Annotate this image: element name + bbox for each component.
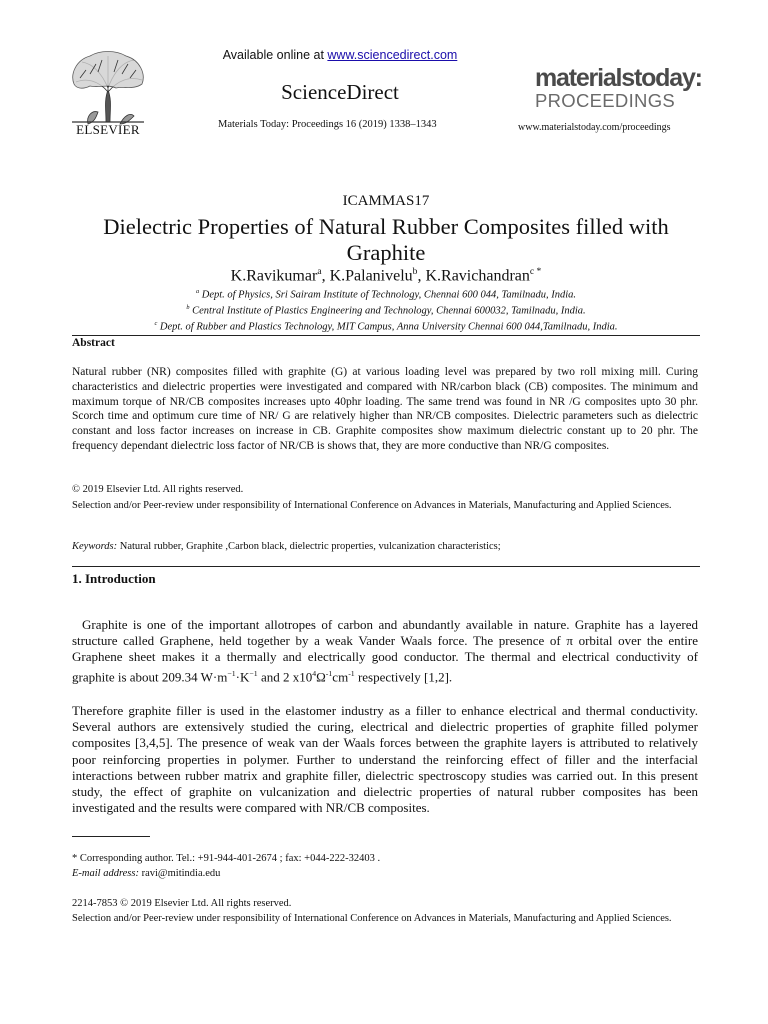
brand-top: materialstoday: <box>535 64 702 92</box>
divider <box>72 566 700 567</box>
affiliation-text: Dept. of Rubber and Plastics Technology, MIT Campus, Anna University Chennai 600 044,Tamilnadu, India. <box>159 321 618 333</box>
abstract-heading: Abstract <box>72 337 115 349</box>
author-name: K.Palanivelu <box>329 267 413 285</box>
affiliation-sup: a <box>195 288 200 295</box>
affiliation-sup: c <box>154 320 158 327</box>
author-name: K.Ravichandran <box>425 267 530 285</box>
sciencedirect-link[interactable]: www.sciencedirect.com <box>327 48 458 62</box>
intro-paragraph-1 <box>72 617 698 685</box>
available-prefix: Available online at <box>222 48 328 62</box>
intro-paragraph-2: Therefore graphite filler is used in the elastomer industry as a filler to enhance electrical and thermal conductivity. Several authors are extensively studied the curing, electrical and dielectric properties of graphite filled polymer composites [3,4,5]. The presence of weak van der Waals forces between the graphite layers is attributed to relatively poor reinforcing properties in polymer. Further to understand the reinforcing effect of filler and the interfacial interactions between rubber matrix and graphite filler, dielectric spectroscopy studies was carried out. In this present study, the effect of graphite on vulcanization and dielectric properties of natural rubber composites has been investigated and the results were compared with NR/CB composites. <box>72 703 698 816</box>
affiliation-text: Dept. of Physics, Sri Sairam Institute of Technology, Chennai 600 044, Tamilnadu, India. <box>201 289 577 301</box>
sciencedirect-title: ScienceDirect <box>281 80 399 104</box>
para-sup: −1 <box>227 668 236 678</box>
para-sup: −1 <box>249 668 258 678</box>
para-sup: 4 <box>312 668 317 678</box>
affiliation <box>72 288 700 301</box>
journal-citation: Materials Today: Proceedings 16 (2019) 1338–1343 <box>218 119 437 130</box>
author-sup: a <box>317 266 322 277</box>
footnote-divider <box>72 836 150 837</box>
title-line-2: Graphite <box>346 240 426 265</box>
para-text: and 2 x10 <box>257 668 313 684</box>
materials-today-logo <box>535 66 700 111</box>
issn-line: 2214-7853 © 2019 Elsevier Ltd. All rights reserved. <box>72 898 292 909</box>
para-sup: -1 <box>325 668 333 678</box>
affiliation-text: Central Institute of Plastics Engineering and Technology, Chennai 600032, Tamilnadu, India. <box>192 305 586 317</box>
author-sup: c * <box>529 266 542 277</box>
keywords-list: Natural rubber, Graphite ,Carbon black, dielectric properties, vulcanization characteristics; <box>117 541 501 552</box>
para-text: respectively [1,2]. <box>354 668 453 684</box>
affiliation <box>72 304 700 317</box>
email-address[interactable]: ravi@mitindia.edu <box>138 868 221 879</box>
available-online-line <box>180 48 500 62</box>
conference-name: ICAMMAS17 <box>342 193 430 209</box>
corresponding-author: * Corresponding author. Tel.: +91-944-401-2674 ; fax: +044-222-32403 . <box>72 853 381 864</box>
email-label: E-mail address: <box>72 868 139 879</box>
author-list: K.Ravikumar$^a$, K.Palanivelu$^b$, K.Ravichandran$^{c *}$ <box>230 266 542 285</box>
copyright-line: © 2019 Elsevier Ltd. All rights reserved. <box>72 484 244 495</box>
article-title <box>72 214 700 266</box>
affiliation <box>72 320 700 333</box>
author-name: K.Ravikumar <box>230 267 318 285</box>
keywords-line <box>72 541 698 552</box>
footer-peer-review: Selection and/or Peer-review under responsibility of International Conference on Advances in Materials, Manufacturing and Applied Sciences. <box>72 913 672 924</box>
email-line <box>72 868 698 879</box>
para-text: Graphite is one of the important allotropes of carbon and abundantly available in nature. Graphite has a layered structure called Graphene, held together by a weak Vander Waals force. The presence of π orbital over the entire Graphene sheet makes it a thermally and electrically good conductor. The thermal and electrical conductivity of graphite is about 209.34 W·m <box>72 617 698 684</box>
brand-bottom: PROCEEDINGS <box>535 90 676 111</box>
elsevier-wordmark: ELSEVIER <box>76 122 140 137</box>
affiliation-sup: b <box>186 304 190 311</box>
keywords-label: Keywords: <box>72 541 118 552</box>
para-text: ·K <box>235 668 250 684</box>
para-text: cm <box>332 668 349 684</box>
peer-review-note: Selection and/or Peer-review under responsibility of International Conference on Advances in Materials, Manufacturing and Applied Sciences. <box>72 500 672 511</box>
journal-url: www.materialstoday.com/proceedings <box>518 122 671 133</box>
para-sup: -1 <box>348 668 355 678</box>
section-heading: 1. Introduction <box>72 571 156 586</box>
abstract-body: Natural rubber (NR) composites filled with graphite (G) at various loading level was prepared by two roll mixing mill. Curing characteristics and dielectric properties were investigated and compared with NR/carbon black (CB) composites. The minimum and maximum torque of NR/CB composites increases upto 40phr loading. The same trend was found in NR /G composites upto 30 phr. Scorch time and optimum cure time of NR/ G are relatively higher than NR/CB composites. Dielectric parameters such as dielectric constant and loss factor increases on increase in CB. Graphite composites show maximum dielectric constant up to 20 phr. The frequency dependant dielectric loss factor of NR/CB is shows that, they are more conductive than NR/G composites. <box>72 366 698 452</box>
author-sup: b <box>412 266 418 277</box>
divider <box>72 335 700 336</box>
para-text: Ω <box>316 668 326 684</box>
title-line-1: Dielectric Properties of Natural Rubber Composites filled with <box>103 214 669 239</box>
